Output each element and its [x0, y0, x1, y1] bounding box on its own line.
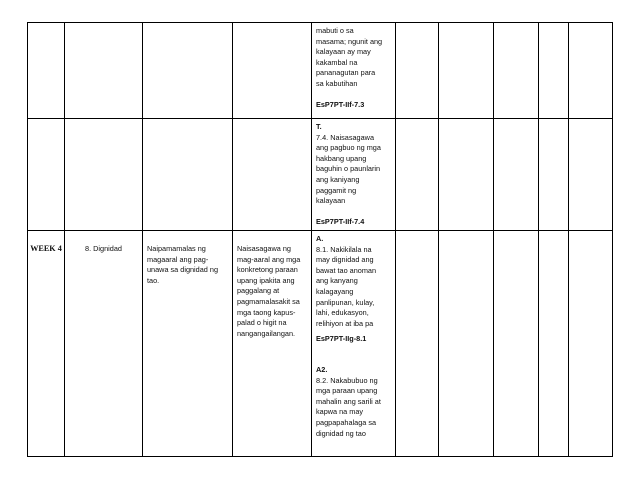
topic-cell — [65, 231, 143, 457]
content-standard-line: tao. — [147, 275, 160, 285]
empty-cell — [439, 23, 494, 119]
performance-standard-cell — [233, 23, 312, 119]
empty-cell — [494, 23, 539, 119]
performance-standard-line: paggalang at — [237, 286, 280, 296]
competency-line: hakbang upang — [316, 153, 367, 163]
competency-line: mabuti o sa — [316, 26, 354, 35]
competency-line: kapwa na may — [316, 407, 364, 417]
competency-line: 8.1. Nakikilala na — [316, 244, 372, 254]
competency-letter: A. — [316, 234, 324, 243]
empty-cell — [439, 231, 494, 457]
competency-cell — [312, 231, 396, 457]
competency-line: lahi, edukasyon, — [316, 308, 369, 318]
competency-line: panlipunan, kulay, — [316, 297, 375, 307]
competency-cell — [312, 119, 396, 231]
competency-code: EsP7PT-IIf-7.4 — [316, 216, 365, 226]
competency-line: 7.4. Naisasagawa — [316, 132, 375, 142]
competency-letter: A2. — [316, 364, 328, 374]
table-row — [28, 119, 613, 231]
competency-line: ang kaniyang — [316, 174, 360, 184]
content-standard-line: magaaral ang pag- — [147, 254, 209, 264]
topic-cell — [65, 119, 143, 231]
performance-standard-cell — [233, 119, 312, 231]
competency-code: EsP7PT-IIf-7.3 — [316, 99, 365, 109]
empty-cell — [569, 119, 613, 231]
competency-line: mahalin ang sarili at — [316, 396, 381, 406]
content-standard-cell — [143, 119, 233, 231]
competency-letter: T. — [316, 122, 322, 131]
week-cell — [28, 23, 65, 119]
competency-line: dignidad ng tao — [316, 428, 366, 438]
content-standard-cell — [143, 23, 233, 119]
competency-line: baguhin o paunlarin — [316, 164, 381, 174]
empty-cell — [494, 119, 539, 231]
empty-cell — [396, 23, 439, 119]
empty-cell — [539, 23, 569, 119]
competency-line: sa kabutihan — [316, 78, 358, 88]
performance-standard-line: mga taong kapus- — [237, 307, 296, 317]
week-cell — [28, 119, 65, 231]
empty-cell — [396, 231, 439, 457]
performance-standard-cell — [233, 231, 312, 457]
topic-cell — [65, 23, 143, 119]
competency-cell — [312, 23, 396, 119]
content-standard-line: Naipamamalas ng — [147, 244, 206, 253]
competency-line: kalagayang — [316, 286, 354, 296]
competency-line: mga paraan upang — [316, 386, 378, 396]
curriculum-table — [27, 22, 613, 457]
performance-standard-line: konkretong paraan — [237, 265, 298, 275]
competency-line: kalayaan ay may — [316, 47, 371, 57]
empty-cell — [539, 231, 569, 457]
empty-cell — [494, 231, 539, 457]
performance-standard-line: palad o higit na — [237, 318, 287, 328]
competency-line: ang pagbuo ng mga — [316, 143, 381, 153]
week-cell — [28, 231, 65, 457]
performance-standard-line: pagmamalasakit sa — [237, 296, 300, 306]
topic-label: 8. Dignidad — [85, 244, 122, 253]
competency-line: may dignidad ang — [316, 255, 374, 265]
table-row — [28, 231, 613, 457]
competency-line: relihiyon at iba pa — [316, 318, 374, 328]
performance-standard-line: nangangailangan. — [237, 328, 296, 338]
empty-cell — [539, 119, 569, 231]
competency-line: bawat tao anoman — [316, 265, 377, 275]
empty-cell — [439, 119, 494, 231]
content-standard-cell — [143, 231, 233, 457]
competency-line: kalayaan — [316, 196, 346, 206]
performance-standard-line: mag-aaral ang mga — [237, 254, 301, 264]
week-label: WEEK 4 — [30, 244, 62, 253]
competency-line: masama; ngunit ang — [316, 36, 383, 46]
empty-cell — [569, 231, 613, 457]
competency-line: ang kanyang — [316, 276, 358, 286]
competency-line: pananagutan para — [316, 68, 376, 78]
competency-line: 8.2. Nakabubuo ng — [316, 375, 378, 385]
table-row — [28, 23, 613, 119]
competency-line: kakambal na — [316, 57, 358, 67]
competency-line: pagpapahalaga sa — [316, 417, 377, 427]
competency-code: EsP7PT-IIg-8.1 — [316, 334, 367, 344]
performance-standard-line: upang ipakita ang — [237, 275, 295, 285]
competency-line: paggamit ng — [316, 185, 357, 195]
empty-cell — [569, 23, 613, 119]
empty-cell — [396, 119, 439, 231]
performance-standard-line: Naisasagawa ng — [237, 244, 291, 253]
content-standard-line: unawa sa dignidad ng — [147, 265, 218, 275]
